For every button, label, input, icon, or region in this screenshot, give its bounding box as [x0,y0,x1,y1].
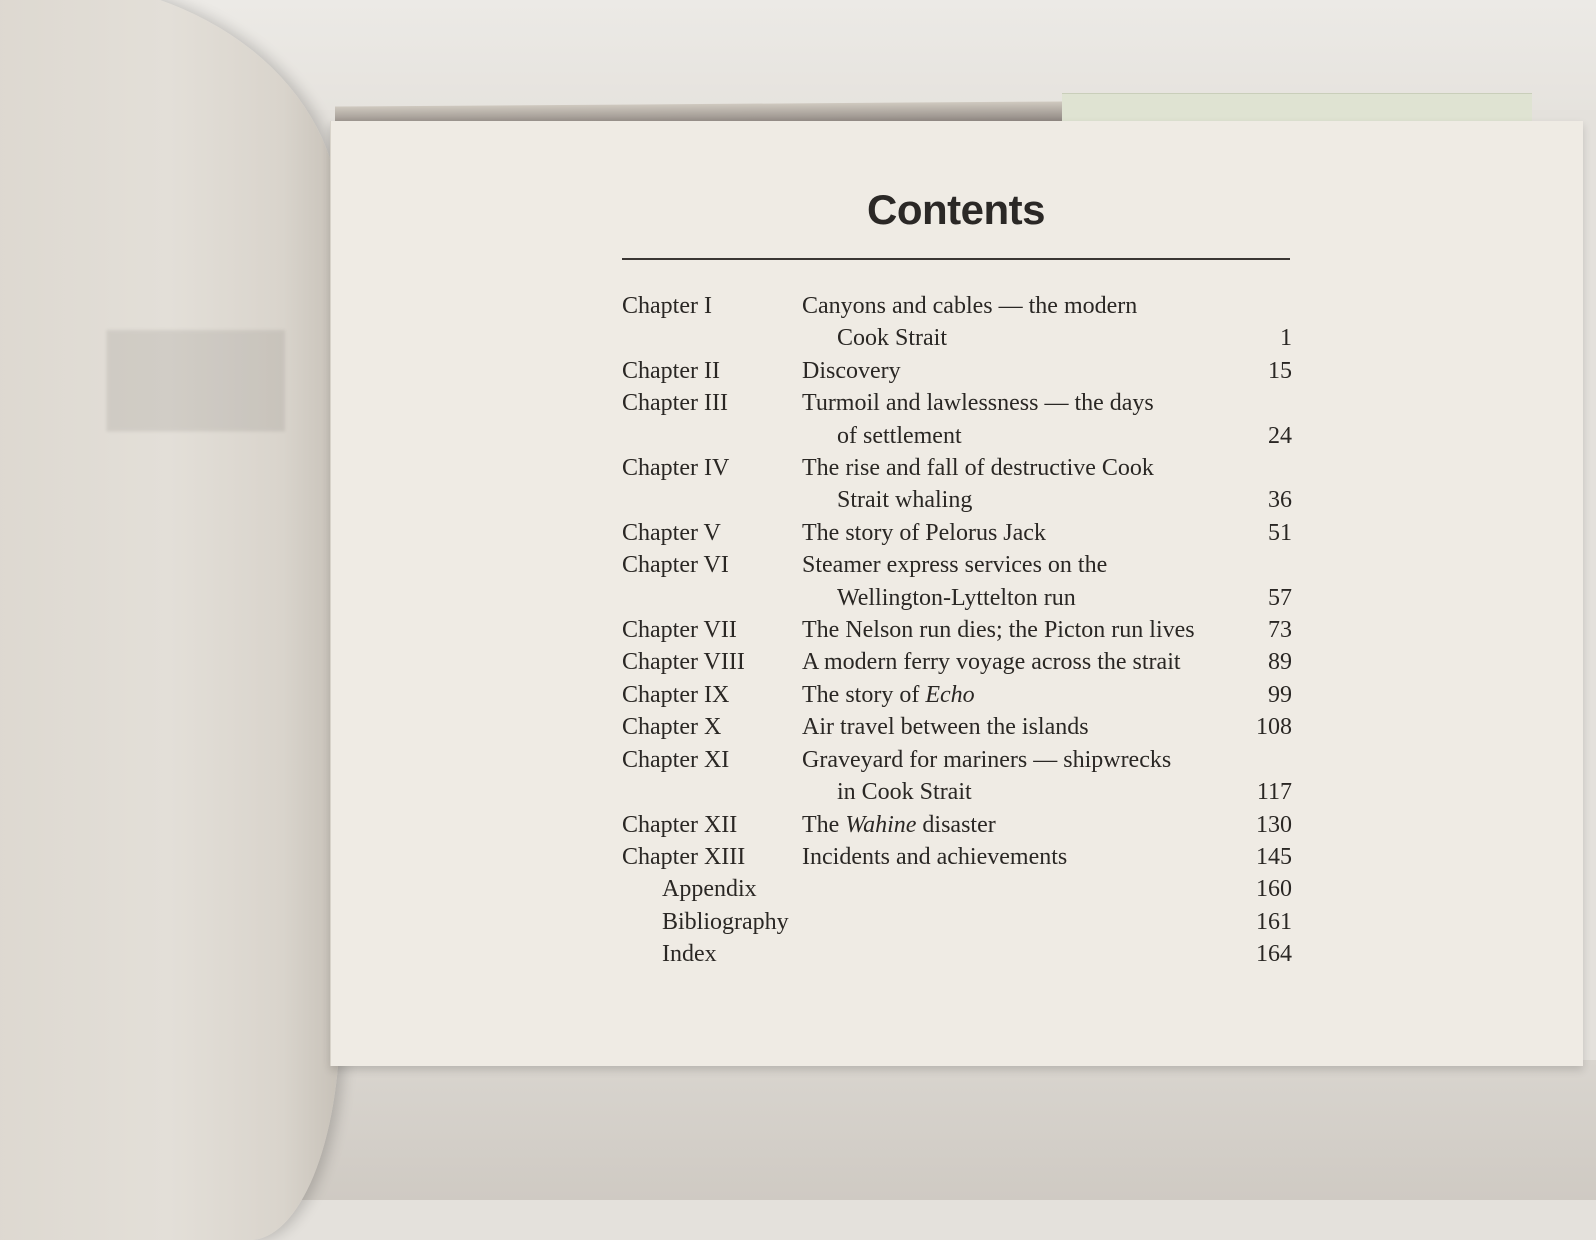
toc-page-number: 57 [1268,584,1292,611]
toc-title-line: of settlement [837,422,962,449]
toc-title-line: in Cook Strait [837,779,972,806]
toc-chapter-title [802,452,1232,517]
toc-entry [622,290,1292,355]
toc-section-label: Index [662,941,717,968]
toc-chapter-label: Chapter VIII [622,649,745,676]
toc-entry [622,452,1292,517]
toc-entry [622,517,1292,549]
toc-title-line [802,679,1232,711]
toc-title-line: Graveyard for mariners — shipwrecks [802,746,1172,773]
table-of-contents [622,290,1292,971]
toc-chapter-title [802,387,1232,452]
toc-chapter-title [802,549,1232,614]
toc-page-number: 89 [1268,649,1292,676]
toc-page-number: 161 [1256,908,1292,935]
toc-chapter-label: Chapter IV [622,455,730,482]
toc-page-number: 160 [1256,876,1292,903]
toc-title-line: Wellington-Lyttelton run [837,584,1076,611]
toc-chapter-title [802,873,1232,905]
left-page-show-through: ███ [106,332,285,425]
toc-chapter-title [802,355,1232,387]
toc-page-number: 108 [1256,714,1292,741]
toc-page-number: 24 [1268,422,1292,449]
title-rule [622,258,1290,260]
toc-chapter-title [802,906,1232,938]
toc-title-italic: Wahine [845,811,917,838]
toc-chapter-title [802,614,1232,646]
toc-page-number: 36 [1268,487,1292,514]
toc-title-line: The Nelson run dies; the Picton run lives [802,617,1195,644]
toc-title-italic: Echo [925,681,975,708]
toc-chapter-label: Chapter III [622,390,728,417]
toc-title-line [802,809,1232,841]
toc-chapter-title [802,517,1232,549]
toc-title-text: The [802,811,846,838]
toc-chapter-label: Chapter V [622,519,721,546]
page-title: Contents [867,186,1045,233]
toc-entry [622,711,1292,743]
toc-page-number: 73 [1268,617,1292,644]
toc-chapter-label: Chapter XI [622,746,730,773]
toc-chapter-title [802,646,1232,678]
toc-title-line: A modern ferry voyage across the strait [802,649,1181,676]
toc-entry [622,679,1292,711]
toc-page-number: 1 [1280,325,1292,352]
toc-title-line: Strait whaling [837,487,973,514]
toc-entry [622,938,1292,970]
toc-chapter-label: Chapter XII [622,811,738,838]
toc-entry [622,809,1292,841]
toc-chapter-label: Chapter IX [622,681,730,708]
toc-page-number: 51 [1268,519,1292,546]
toc-entry [622,355,1292,387]
toc-page-number: 117 [1256,779,1292,806]
toc-chapter-label: Chapter VI [622,552,729,579]
toc-title-line: Cook Strait [837,325,948,352]
toc-title-line: The story of Pelorus Jack [802,519,1046,546]
toc-entry [622,841,1292,873]
toc-chapter-title [802,938,1232,970]
toc-page-number: 164 [1256,941,1292,968]
toc-title-text: disaster [916,811,996,838]
toc-chapter-title [802,679,1232,711]
toc-section-label: Appendix [662,876,757,903]
toc-page-number: 99 [1268,681,1292,708]
toc-chapter-title [802,809,1232,841]
toc-page-number: 15 [1268,357,1292,384]
toc-chapter-label: Chapter X [622,714,722,741]
toc-title-line: Discovery [802,357,901,384]
toc-entry [622,646,1292,678]
toc-title-line: The rise and fall of destructive Cook [802,455,1154,482]
toc-entry [622,614,1292,646]
toc-section-label: Bibliography [662,908,789,935]
toc-title-line: Canyons and cables — the modern [802,293,1138,319]
toc-chapter-title [802,744,1232,809]
toc-chapter-label: Chapter VII [622,617,737,644]
toc-entry [622,387,1292,452]
left-page [0,0,340,1240]
toc-chapter-title [802,290,1232,355]
toc-entry [622,744,1292,809]
toc-entry [622,549,1292,614]
toc-title-line: Turmoil and lawlessness — the days [802,390,1154,417]
toc-chapter-title [802,841,1232,873]
toc-chapter-label: Chapter XIII [622,843,746,870]
toc-entry [622,873,1292,905]
toc-title-line: Incidents and achievements [802,843,1068,870]
toc-page-number: 145 [1256,843,1292,870]
toc-title-line: Steamer express services on the [802,552,1108,579]
toc-page-number: 130 [1256,811,1292,838]
toc-chapter-label: Chapter II [622,357,720,384]
toc-title-line: Air travel between the islands [802,714,1089,741]
toc-entry [622,906,1292,938]
toc-chapter-title [802,711,1232,743]
toc-title-text: The story of [802,681,926,708]
toc-chapter-label: Chapter I [622,293,712,319]
